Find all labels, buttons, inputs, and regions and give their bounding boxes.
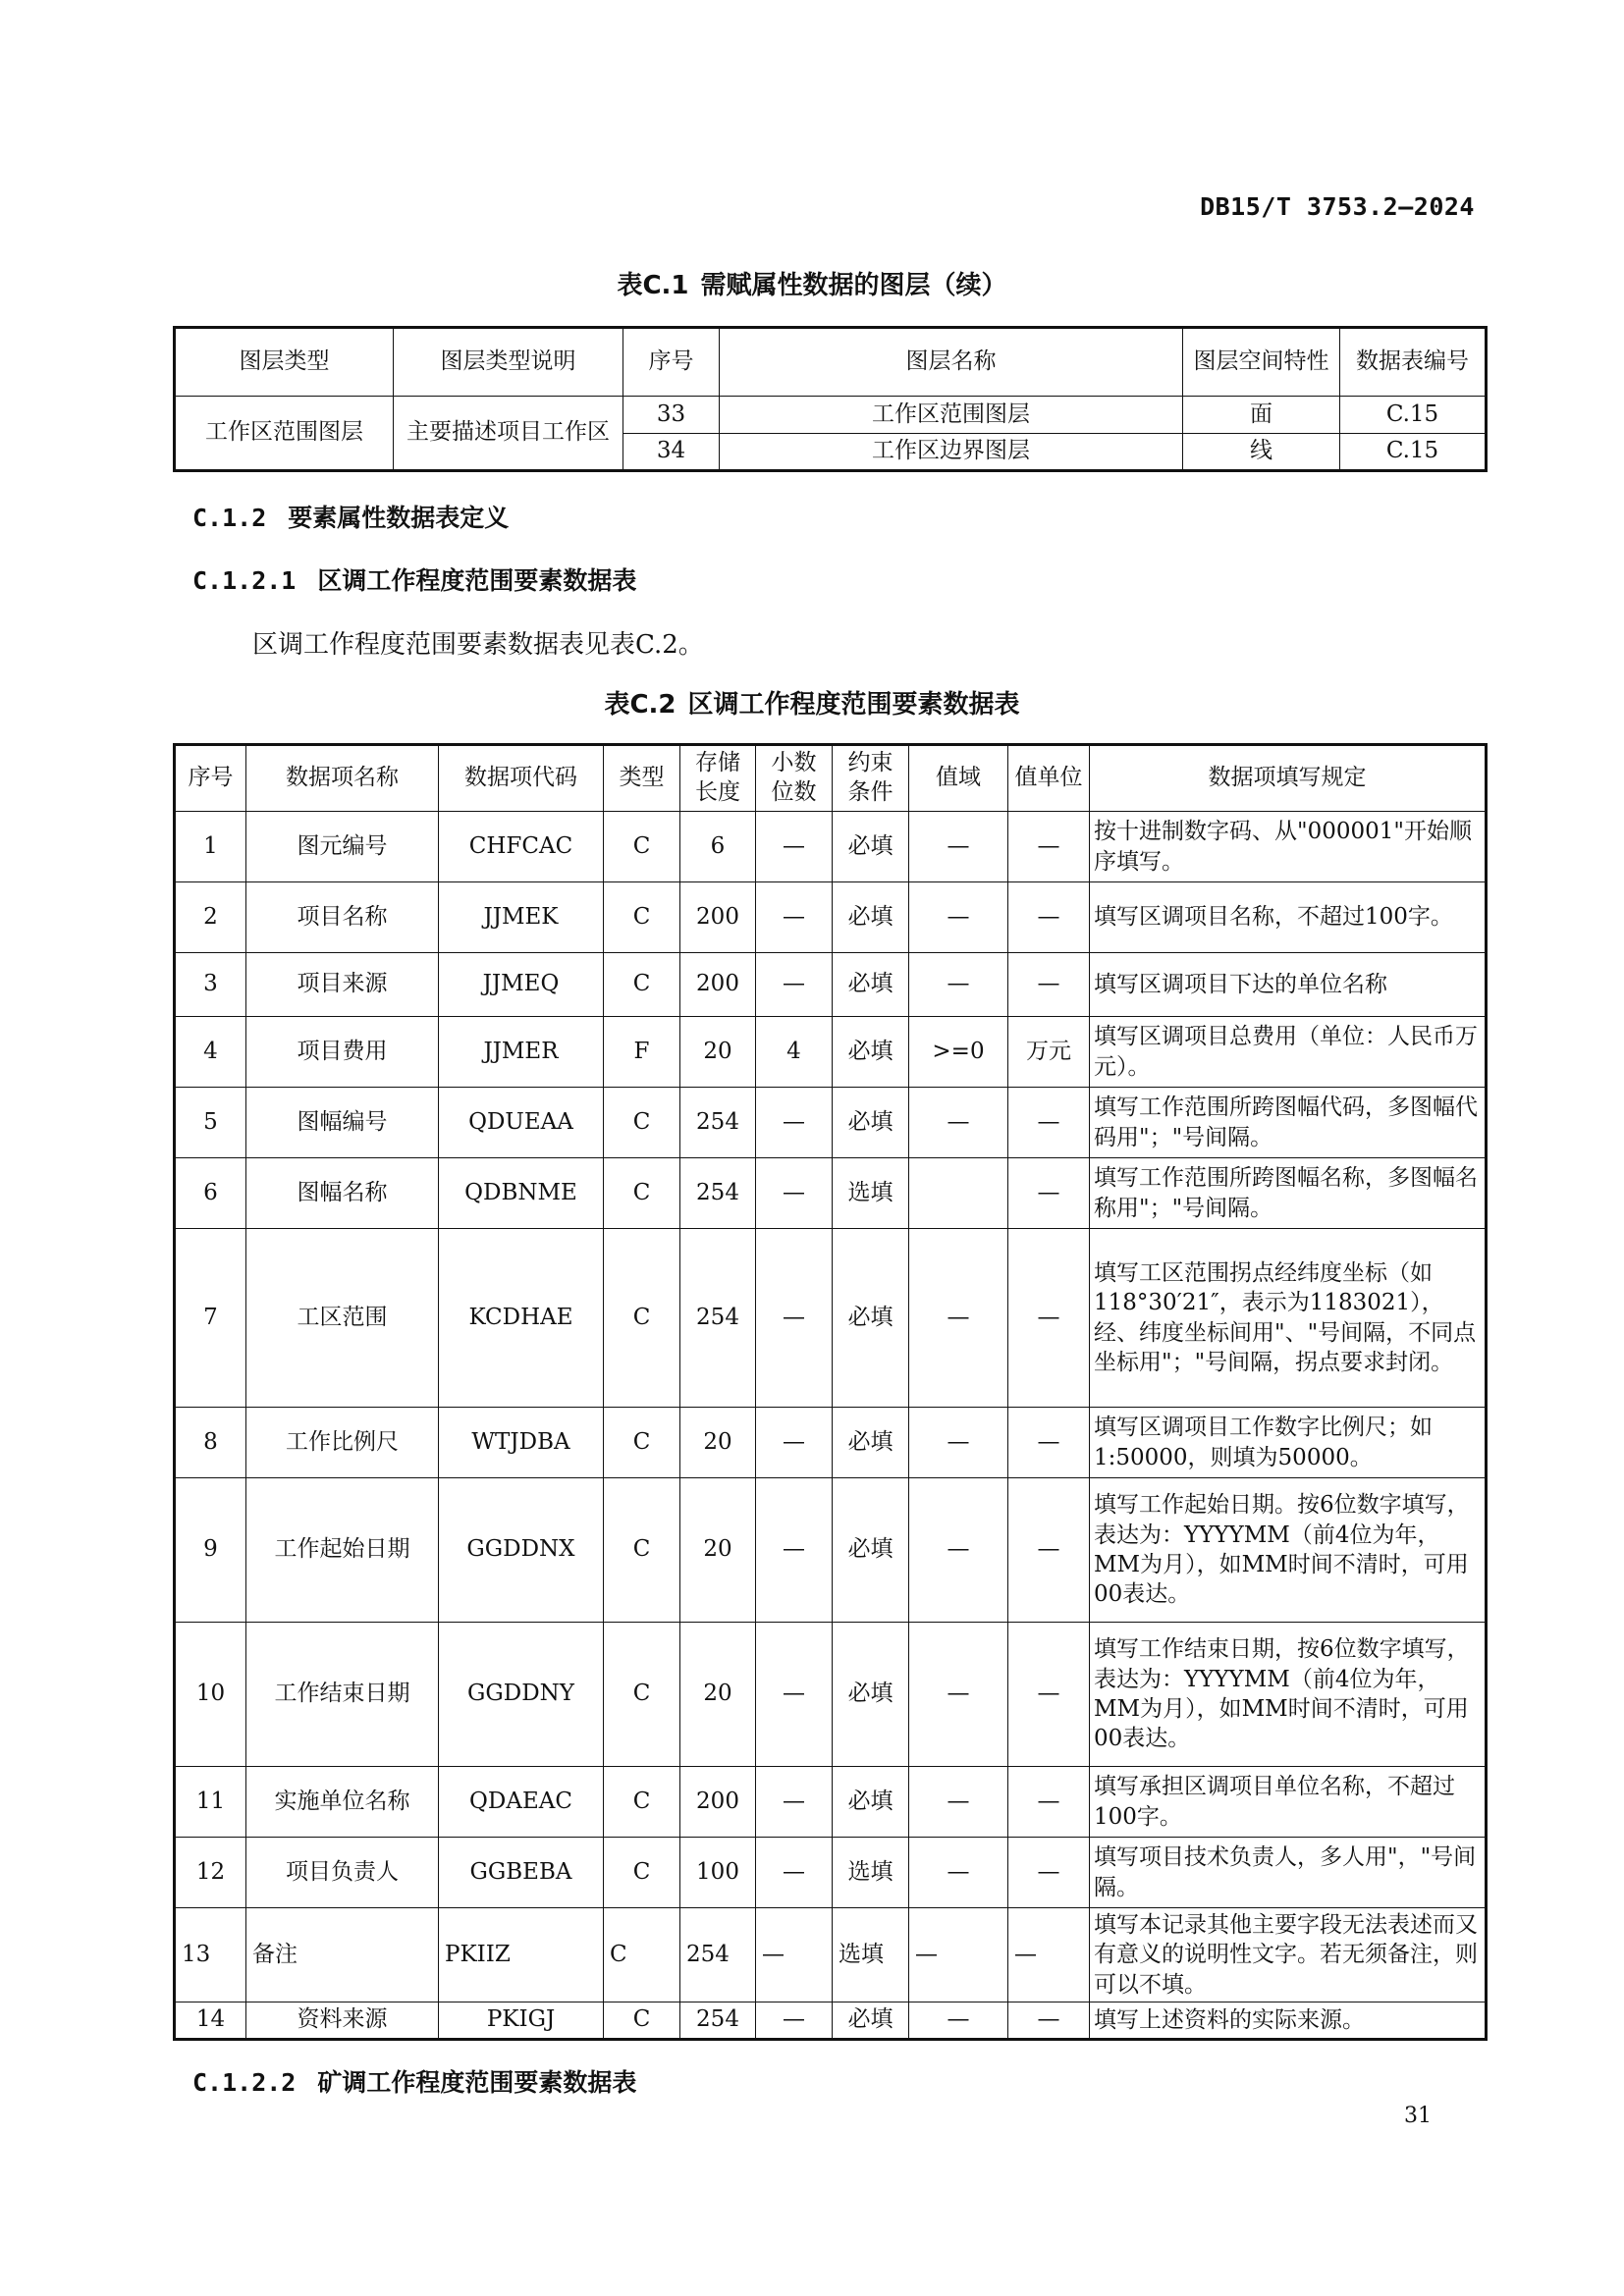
table-cell: —: [1008, 1838, 1090, 1908]
table-cell: JJMER: [439, 1017, 604, 1088]
table-cell: C: [604, 2002, 680, 2040]
table-cell: CHFCAC: [439, 812, 604, 882]
rule-cell: 填写区调项目名称，不超过100字。: [1090, 882, 1487, 953]
section-number: C.1.2.1: [192, 566, 297, 595]
table-cell: 254: [680, 1088, 756, 1158]
table-cell: 资料来源: [246, 2002, 439, 2040]
table-row: [175, 1158, 1487, 1229]
table-cell: 面: [1183, 397, 1340, 434]
table-cell: —: [909, 1767, 1008, 1838]
table-row: [175, 953, 1487, 1017]
table2-title: 区调工作程度范围要素数据表: [687, 690, 1020, 720]
table-cell: 11: [175, 1767, 246, 1838]
table-cell: [909, 1158, 1008, 1229]
table-cell: —: [756, 1229, 833, 1408]
table-cell: JJMEQ: [439, 953, 604, 1017]
rule-cell: 填写工区范围拐点经纬度坐标（如118°30′21″，表示为1183021），经、纬度坐标间用"、"号间隔，不同点坐标用"；"号间隔，拐点要求封闭。: [1090, 1229, 1487, 1408]
table-cell: 6: [680, 812, 756, 882]
table-cell: 工作区边界图层: [720, 434, 1183, 471]
table-cell: —: [1008, 1767, 1090, 1838]
table-cell: 13: [175, 1908, 246, 2002]
table-cell: 必填: [833, 1767, 909, 1838]
intro-paragraph: 区调工作程度范围要素数据表见表C.2。: [252, 630, 704, 660]
table-cell: 必填: [833, 2002, 909, 2040]
table-cell: —: [909, 953, 1008, 1017]
table-cell: C: [604, 1408, 680, 1478]
table2-col-header: 存储长度: [680, 745, 756, 812]
table-cell: C: [604, 1623, 680, 1767]
table-cell: 图幅名称: [246, 1158, 439, 1229]
table-cell: —: [909, 812, 1008, 882]
table-cell: C: [604, 812, 680, 882]
table-cell: —: [909, 1408, 1008, 1478]
table-cell: —: [756, 953, 833, 1017]
rule-cell: 填写区调项目下达的单位名称: [1090, 953, 1487, 1017]
page-number: 31: [1404, 2104, 1432, 2128]
table-cell: —: [909, 1623, 1008, 1767]
table-cell: —: [909, 1908, 1008, 2002]
table-cell: —: [1008, 1408, 1090, 1478]
table-cell: 20: [680, 1478, 756, 1623]
table-cell: —: [756, 882, 833, 953]
table-cell: —: [909, 1229, 1008, 1408]
table-cell: C: [604, 1088, 680, 1158]
table-cell: —: [1008, 1623, 1090, 1767]
table1-header-row: [175, 328, 1487, 397]
table1-col-header: 图层名称: [720, 328, 1183, 397]
table-cell: —: [756, 2002, 833, 2040]
table-row: [175, 1623, 1487, 1767]
table-cell: —: [756, 1158, 833, 1229]
table-cell: —: [1008, 812, 1090, 882]
table-cell: 选填: [833, 1158, 909, 1229]
table-row: [175, 1838, 1487, 1908]
table-cell: —: [756, 1478, 833, 1623]
table-cell: 33: [623, 397, 720, 434]
table-cell: 254: [680, 1229, 756, 1408]
rule-cell: 填写本记录其他主要字段无法表述而又有意义的说明性文字。若无须备注，则可以不填。: [1090, 1908, 1487, 2002]
table-row: [175, 1229, 1487, 1408]
table-cell: QDAEAC: [439, 1767, 604, 1838]
table-cell: 8: [175, 1408, 246, 1478]
table-cell: 必填: [833, 1017, 909, 1088]
table-cell: C.15: [1340, 434, 1487, 471]
table-cell: 图幅编号: [246, 1088, 439, 1158]
document-code: DB15/T 3753.2—2024: [1200, 192, 1475, 221]
table-row: [175, 1908, 1487, 2002]
table-cell: QDUEAA: [439, 1088, 604, 1158]
table-cell: 项目费用: [246, 1017, 439, 1088]
table-cell: 7: [175, 1229, 246, 1408]
rule-cell: 填写项目技术负责人，多人用"，"号间隔。: [1090, 1838, 1487, 1908]
table-cell: 3: [175, 953, 246, 1017]
table2-col-header: 值域: [909, 745, 1008, 812]
table-cell: C: [604, 1158, 680, 1229]
table-cell: 工作起始日期: [246, 1478, 439, 1623]
table-cell: C: [604, 1229, 680, 1408]
table1-col-header: 序号: [623, 328, 720, 397]
table2-col-header: 小数位数: [756, 745, 833, 812]
table-cell: 200: [680, 953, 756, 1017]
table-row: [175, 397, 1487, 434]
table-cell: —: [756, 1408, 833, 1478]
section-title: 要素属性数据表定义: [288, 504, 510, 532]
table-cell: QDBNME: [439, 1158, 604, 1229]
table-cell: 6: [175, 1158, 246, 1229]
section-heading: [192, 2063, 636, 2099]
table-cell: 4: [175, 1017, 246, 1088]
table-cell: GGBEBA: [439, 1838, 604, 1908]
table-cell: —: [756, 1623, 833, 1767]
table-cell: PKIGJ: [439, 2002, 604, 2040]
table1-col-header: 数据表编号: [1340, 328, 1487, 397]
table-cell: —: [909, 1088, 1008, 1158]
table-cell: 实施单位名称: [246, 1767, 439, 1838]
table-row: [175, 1408, 1487, 1478]
table-cell: 必填: [833, 882, 909, 953]
table-cell: —: [756, 1908, 833, 2002]
table-cell: 5: [175, 1088, 246, 1158]
table-cell: —: [1008, 1158, 1090, 1229]
table-cell: C: [604, 1838, 680, 1908]
table-cell: C: [604, 1767, 680, 1838]
table-cell: C: [604, 953, 680, 1017]
table-cell: PKIIZ: [439, 1908, 604, 2002]
table-row: [175, 1767, 1487, 1838]
rule-cell: 填写区调项目总费用（单位：人民币万元）。: [1090, 1017, 1487, 1088]
table-row: [175, 2002, 1487, 2040]
table-cell: 34: [623, 434, 720, 471]
table1: [173, 326, 1488, 472]
table1-group-type: 工作区范围图层: [175, 397, 394, 471]
table-cell: C: [604, 1908, 680, 2002]
table-cell: 254: [680, 2002, 756, 2040]
section-title: 区调工作程度范围要素数据表: [317, 566, 637, 595]
table-cell: —: [909, 882, 1008, 953]
table-cell: —: [756, 812, 833, 882]
table-cell: 线: [1183, 434, 1340, 471]
table-cell: —: [1008, 2002, 1090, 2040]
table-cell: —: [756, 1838, 833, 1908]
table2-col-header: 序号: [175, 745, 246, 812]
table-cell: 100: [680, 1838, 756, 1908]
table2: [173, 743, 1488, 2041]
table-cell: 254: [680, 1158, 756, 1229]
section-heading: [192, 561, 636, 597]
table-cell: 20: [680, 1623, 756, 1767]
rule-cell: 填写工作起始日期。按6位数字填写，表达为：YYYYMM（前4位为年，MM为月），如MM时间不清时，可用00表达。: [1090, 1478, 1487, 1623]
table-cell: 工作比例尺: [246, 1408, 439, 1478]
table-cell: 项目负责人: [246, 1838, 439, 1908]
table1-title: 需赋属性数据的图层（续）: [700, 271, 1007, 300]
table-cell: —: [1008, 1088, 1090, 1158]
table1-group-desc: 主要描述项目工作区: [394, 397, 623, 471]
table-cell: 9: [175, 1478, 246, 1623]
table-cell: C: [604, 882, 680, 953]
table-cell: —: [1008, 1908, 1090, 2002]
rule-cell: 按十进制数字码、从"000001"开始顺序填写。: [1090, 812, 1487, 882]
table2-caption: [0, 684, 1624, 721]
table-cell: —: [1008, 1229, 1090, 1408]
table-cell: C.15: [1340, 397, 1487, 434]
table2-body: [175, 812, 1487, 2040]
table-cell: 必填: [833, 953, 909, 1017]
table-cell: 12: [175, 1838, 246, 1908]
table-cell: —: [756, 1088, 833, 1158]
table1-col-header: 图层类型说明: [394, 328, 623, 397]
table2-col-header: 值单位: [1008, 745, 1090, 812]
table-cell: —: [756, 1767, 833, 1838]
table2-col-header: 类型: [604, 745, 680, 812]
table-cell: 工作结束日期: [246, 1623, 439, 1767]
table2-label: 表C.2: [604, 690, 677, 720]
table-cell: —: [1008, 953, 1090, 1017]
table-cell: 项目名称: [246, 882, 439, 953]
rule-cell: 填写工作范围所跨图幅代码，多图幅代码用"；"号间隔。: [1090, 1088, 1487, 1158]
table-cell: 14: [175, 2002, 246, 2040]
table-cell: 选填: [833, 1838, 909, 1908]
table-row: [175, 882, 1487, 953]
table-cell: 1: [175, 812, 246, 882]
table2-col-header: 数据项名称: [246, 745, 439, 812]
table-cell: 工区范围: [246, 1229, 439, 1408]
table-cell: KCDHAE: [439, 1229, 604, 1408]
table1-col-header: 图层类型: [175, 328, 394, 397]
rule-cell: 填写工作范围所跨图幅名称，多图幅名称用"；"号间隔。: [1090, 1158, 1487, 1229]
table-cell: >=0: [909, 1017, 1008, 1088]
table-cell: —: [909, 1478, 1008, 1623]
table-cell: 必填: [833, 1478, 909, 1623]
table-row: [175, 1017, 1487, 1088]
table-cell: 254: [680, 1908, 756, 2002]
table-cell: —: [1008, 882, 1090, 953]
table-cell: —: [909, 2002, 1008, 2040]
section-number: C.1.2: [192, 504, 267, 532]
section-heading: [192, 499, 509, 534]
table-row: [175, 812, 1487, 882]
table-cell: —: [909, 1838, 1008, 1908]
section-title: 矿调工作程度范围要素数据表: [317, 2068, 637, 2097]
rule-cell: 填写承担区调项目单位名称，不超过100字。: [1090, 1767, 1487, 1838]
table-cell: —: [1008, 1478, 1090, 1623]
table-cell: 200: [680, 882, 756, 953]
table-cell: 4: [756, 1017, 833, 1088]
table1-caption: [0, 265, 1624, 301]
table-cell: 万元: [1008, 1017, 1090, 1088]
table-cell: 20: [680, 1017, 756, 1088]
table-cell: GGDDNX: [439, 1478, 604, 1623]
table2-col-header: 约束条件: [833, 745, 909, 812]
table-cell: WTJDBA: [439, 1408, 604, 1478]
table-cell: JJMEK: [439, 882, 604, 953]
table-cell: 备注: [246, 1908, 439, 2002]
table-cell: 10: [175, 1623, 246, 1767]
table-cell: 必填: [833, 812, 909, 882]
table-cell: F: [604, 1017, 680, 1088]
rule-cell: 填写区调项目工作数字比例尺；如1:50000，则填为50000。: [1090, 1408, 1487, 1478]
table-cell: C: [604, 1478, 680, 1623]
table-row: [175, 1478, 1487, 1623]
table-cell: 选填: [833, 1908, 909, 2002]
table-cell: GGDDNY: [439, 1623, 604, 1767]
table2-col-header: 数据项代码: [439, 745, 604, 812]
table1-label: 表C.1: [617, 271, 689, 300]
table2-header-row: [175, 745, 1487, 812]
table-cell: 2: [175, 882, 246, 953]
table2-col-header: 数据项填写规定: [1090, 745, 1487, 812]
table-cell: 项目来源: [246, 953, 439, 1017]
table-cell: 必填: [833, 1229, 909, 1408]
section-number: C.1.2.2: [192, 2068, 297, 2097]
rule-cell: 填写上述资料的实际来源。: [1090, 2002, 1487, 2040]
table-cell: 必填: [833, 1408, 909, 1478]
table-row: [175, 1088, 1487, 1158]
rule-cell: 填写工作结束日期，按6位数字填写，表达为：YYYYMM（前4位为年，MM为月），如MM时间不清时，可用00表达。: [1090, 1623, 1487, 1767]
table-cell: 20: [680, 1408, 756, 1478]
table1-col-header: 图层空间特性: [1183, 328, 1340, 397]
table-cell: 工作区范围图层: [720, 397, 1183, 434]
table-cell: 200: [680, 1767, 756, 1838]
table-cell: 图元编号: [246, 812, 439, 882]
table-cell: 必填: [833, 1088, 909, 1158]
table-cell: 必填: [833, 1623, 909, 1767]
